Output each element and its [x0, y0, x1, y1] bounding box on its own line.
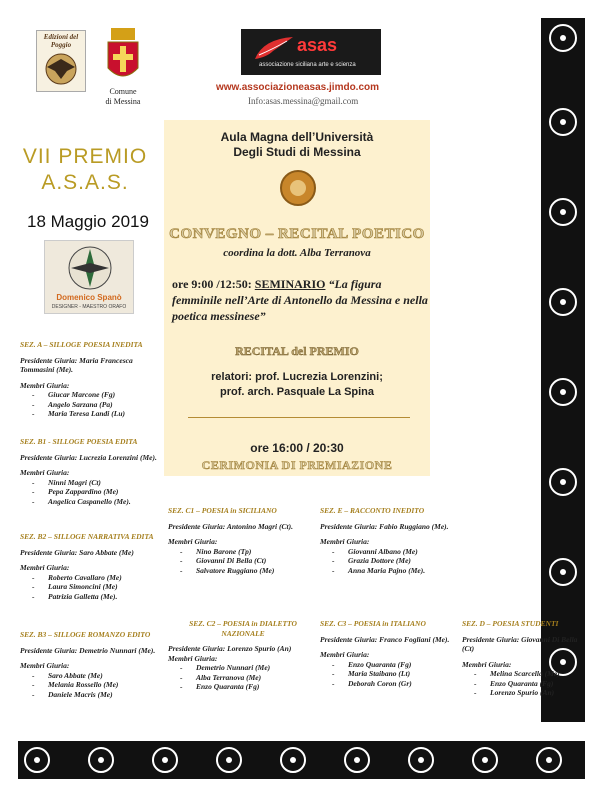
list-item: - Pepa Zappardino (Me): [38, 487, 160, 497]
list-item: - Daniele Macris (Me): [38, 690, 160, 700]
asas-title: asas: [297, 35, 338, 55]
event-date: 18 Maggio 2019: [27, 212, 149, 231]
section-heading: SEZ. B1 - SILLOGE POESIA EDITA: [20, 437, 138, 446]
website-link[interactable]: www.associazioneasas.jimdo.com: [216, 82, 380, 93]
coordinator: coordina la dott. Alba Terranova: [223, 247, 371, 259]
list-item: - Melina Scarcella (Me): [480, 669, 582, 679]
members-label: Membri Giuria:: [20, 468, 70, 477]
flower-ornament-icon: [549, 108, 577, 136]
section-heading: SEZ. C1 – POESIA in SICILIANO: [168, 506, 277, 515]
section-president: Presidente Giuria: Demetrio Nunnari (Me).: [20, 645, 156, 655]
convegno-title: CONVEGNO – RECITAL POETICO: [169, 226, 425, 242]
eagle-icon: [37, 49, 85, 89]
section-president: Presidente Giuria: Lorenzo Spurio (An): [168, 644, 292, 653]
cerimonia-title: CERIMONIA DI PREMIAZIONE: [201, 458, 393, 472]
list-item: - Grazia Dottore (Me): [338, 556, 450, 566]
list-item: - Giucar Marcone (Fg): [38, 390, 160, 400]
list-item: - Laura Simoncini (Me): [38, 582, 160, 592]
seminario-block: [172, 276, 430, 324]
section-president: Presidente Giuria: Antonino Magri (Ct).: [168, 521, 293, 531]
list-item: - Saro Abbate (Me): [38, 671, 160, 681]
comune-messina-logo: [98, 28, 148, 112]
flower-ornament-icon: [216, 747, 242, 773]
list-item: - Alba Terranova (Me): [186, 673, 318, 683]
bottom-ornamental-border: [18, 741, 585, 779]
flower-ornament-icon: [549, 378, 577, 406]
list-item: - Demetrio Nunnari (Me): [186, 663, 318, 673]
list-item: - Nino Barone (Tp): [186, 547, 318, 557]
venue-line-2: Degli Studi di Messina: [233, 145, 361, 159]
section-e: [320, 506, 450, 575]
section-b1: [20, 437, 160, 506]
flower-ornament-icon: [536, 747, 562, 773]
relatori: [164, 370, 430, 400]
seminario-time: ore 9:00 /12:50:: [172, 277, 255, 291]
list-item: - Ninni Magri (Ct): [38, 478, 160, 488]
section-president: Presidente Giuria: Maria Francesca Tommasini (Me).: [20, 355, 133, 374]
list-item: - Patrizia Galletta (Me).: [38, 592, 160, 602]
relatori-line-2: prof. arch. Pasquale La Spina: [219, 386, 375, 398]
section-a: [20, 340, 160, 419]
members-label: Membri Giuria:: [320, 650, 370, 659]
section-heading: SEZ. D – POESIA STUDENTI: [462, 619, 559, 628]
section-c2: [168, 619, 318, 692]
section-president: Presidente Giuria: Franco Fogliani (Me).: [320, 634, 450, 644]
sponsor-role: DESIGNER - MAESTRO ORAFO: [51, 304, 127, 310]
members-label: Membri Giuria:: [20, 563, 70, 572]
section-president: Presidente Giuria: Giovanni Di Bella (Ct): [462, 634, 578, 653]
seminario-title: “La figura femminile nell’Arte di Antonello da Messina e nella poetica messinese”: [172, 277, 428, 323]
flower-ornament-icon: [88, 747, 114, 773]
seminario-label: SEMINARIO: [254, 277, 326, 291]
list-item: - Melania Rossello (Me): [38, 680, 160, 690]
afternoon-time: ore 16:00 / 20:30: [250, 441, 344, 455]
section-president: Presidente Giuria: Saro Abbate (Me): [20, 547, 134, 557]
recital-title: RECITAL del PREMIO: [235, 344, 359, 358]
venue-title: [164, 130, 430, 160]
feather-icon: [253, 35, 295, 61]
right-ornamental-border: [541, 18, 585, 722]
flower-ornament-icon: [549, 288, 577, 316]
relatori-line-1: relatori: prof. Lucrezia Lorenzini;: [211, 371, 383, 383]
premio-line-1: VII PREMIO: [22, 145, 148, 168]
list-item: - Giovanni Di Bella (Ct): [186, 556, 318, 566]
asas-subtitle: associazione siciliana arte e scienza: [259, 62, 356, 68]
list-item: - Enzo Quaranta (Fg): [338, 660, 455, 670]
members-label: Membri Giuria:: [20, 661, 70, 670]
section-heading: SEZ. C3 – POESIA in ITALIANO: [320, 619, 426, 628]
flower-ornament-icon: [549, 558, 577, 586]
flower-ornament-icon: [408, 747, 434, 773]
section-b3: [20, 630, 160, 699]
list-item: - Salvatore Ruggiano (Me): [186, 566, 318, 576]
list-item: - Enzo Quaranta (Fg): [186, 682, 318, 692]
section-b2: [20, 532, 160, 601]
flower-ornament-icon: [549, 24, 577, 52]
list-item: - Enzo Quaranta (Fg): [480, 679, 582, 689]
flower-ornament-icon: [549, 468, 577, 496]
members-label: Membri Giuria:: [320, 537, 370, 546]
members-label: Membri Giuria:: [20, 380, 70, 390]
list-item: - Angelo Sarzana (Pa): [38, 400, 160, 410]
sponsor-logo: [44, 240, 134, 314]
list-item: - Roberto Cavallaro (Me): [38, 573, 160, 583]
flower-ornament-icon: [472, 747, 498, 773]
compass-emblem-icon: [67, 245, 113, 291]
members-label: Membri Giuria:: [168, 653, 218, 663]
members-label: Membri Giuria:: [462, 659, 512, 669]
list-item: - Maria Staibano (Lt): [338, 669, 455, 679]
university-seal-icon: [280, 170, 316, 206]
list-item: - Maria Teresa Landi (Lu): [38, 409, 160, 419]
flower-ornament-icon: [152, 747, 178, 773]
ornamental-divider: [188, 417, 410, 422]
coat-of-arms-icon: [105, 28, 141, 84]
venue-line-1: Aula Magna dell’Università: [220, 130, 374, 144]
logo-poggio-text: Edizioni del Poggio: [43, 33, 79, 49]
premio-line-2: A.S.A.S.: [41, 171, 129, 194]
edizioni-del-poggio-logo: [36, 30, 86, 92]
section-heading: SEZ. B2 – SILLOGE NARRATIVA EDITA: [20, 532, 154, 541]
comune-label-2: di Messina: [105, 97, 141, 106]
comune-label-1: Comune: [109, 87, 137, 96]
list-item: - Anna Maria Pajno (Me).: [338, 566, 450, 576]
section-heading: SEZ. A – SILLOGE POESIA INEDITA: [20, 340, 143, 349]
asas-logo: [241, 29, 381, 75]
flower-ornament-icon: [549, 198, 577, 226]
premio-title: [20, 144, 150, 196]
sponsor-name: Domenico Spanò: [56, 293, 122, 302]
section-president: Presidente Giuria: Lucrezia Lorenzini (Me).: [20, 452, 157, 462]
section-d: [462, 619, 582, 698]
email-link[interactable]: Info:asas.messina@gmail.com: [248, 96, 359, 106]
list-item: - Angelica Caspanello (Me).: [38, 497, 160, 507]
flower-ornament-icon: [24, 747, 50, 773]
section-heading: SEZ. C2 – POESIA in DIALETTO NAZIONALE: [189, 619, 297, 638]
flower-ornament-icon: [344, 747, 370, 773]
section-c3: [320, 619, 455, 688]
section-heading: SEZ. E – RACCONTO INEDITO: [320, 506, 425, 515]
list-item: - Giovanni Albano (Me): [338, 547, 450, 557]
section-heading: SEZ. B3 – SILLOGE ROMANZO EDITO: [20, 630, 151, 639]
flower-ornament-icon: [280, 747, 306, 773]
section-president: Presidente Giuria: Fabio Ruggiano (Me).: [320, 521, 449, 531]
list-item: - Deborah Coron (Gr): [338, 679, 455, 689]
list-item: - Lorenzo Spurio (An): [480, 688, 582, 698]
section-c1: [168, 506, 318, 575]
members-label: Membri Giuria:: [168, 537, 218, 546]
